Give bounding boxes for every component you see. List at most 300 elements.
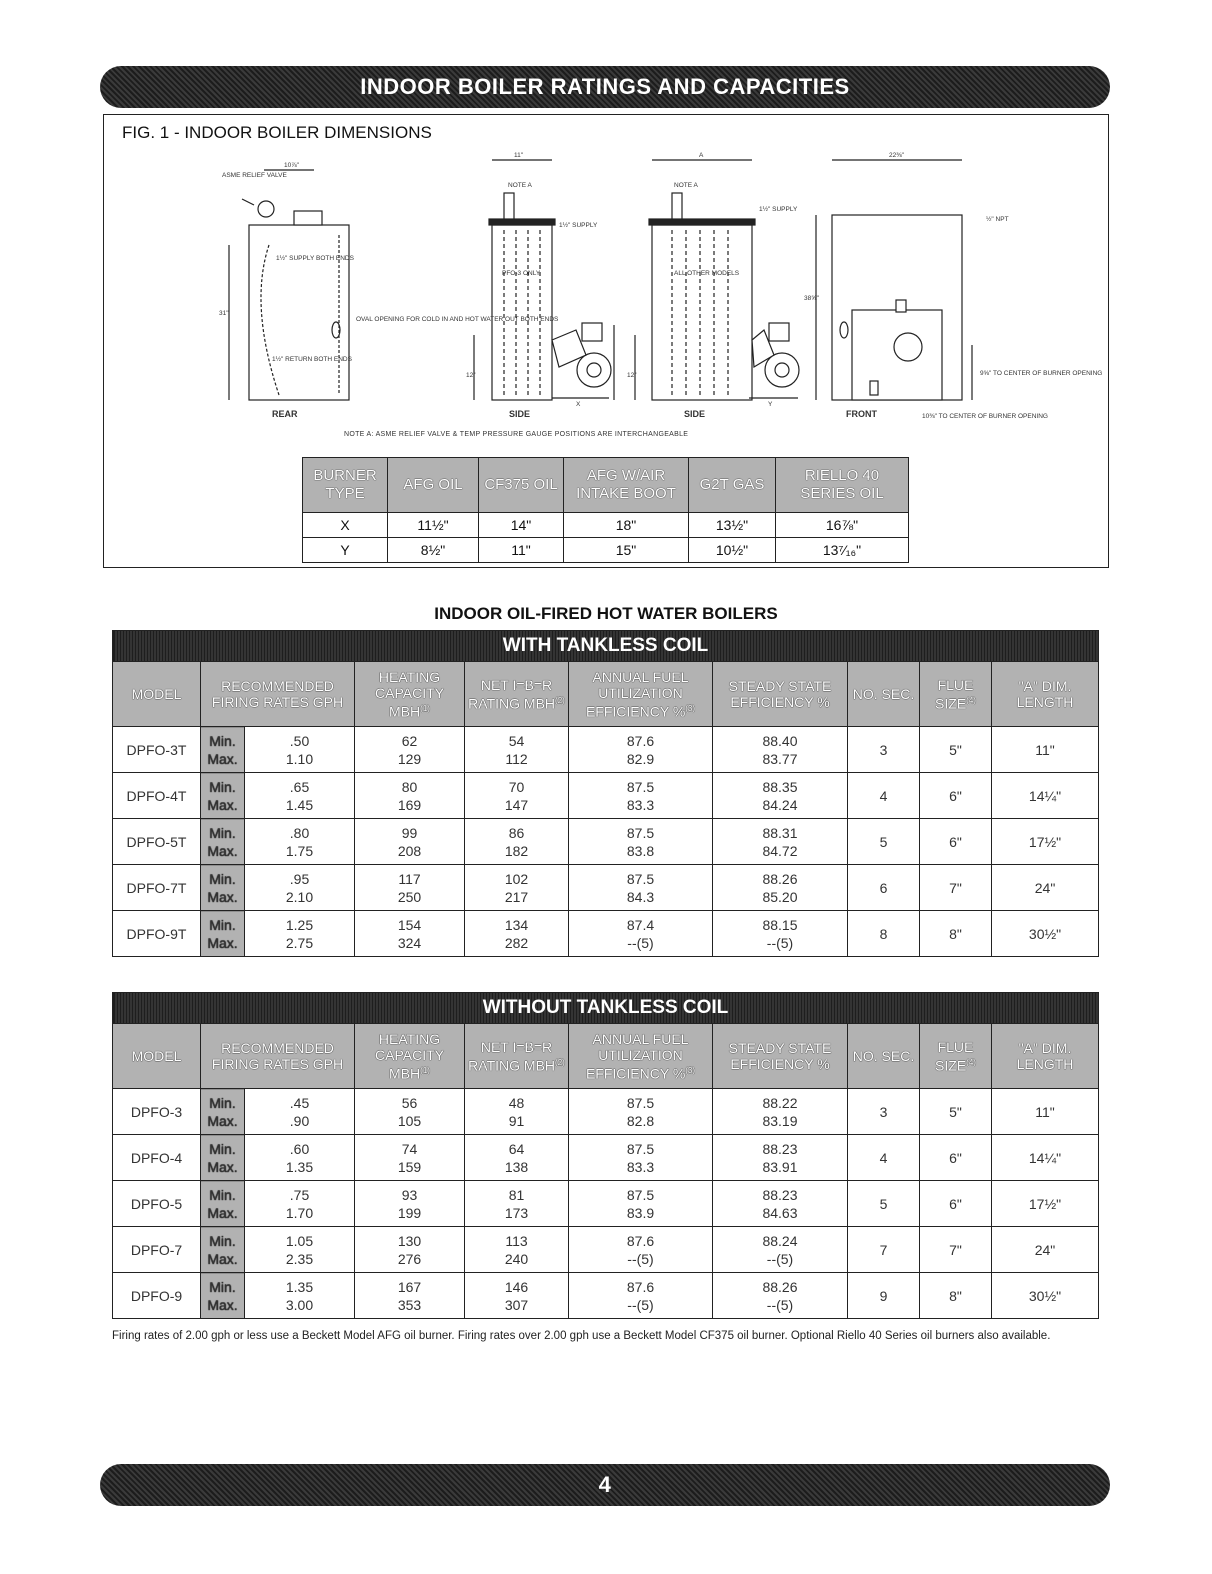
firing-rate-max: 1.70 <box>285 1204 314 1221</box>
firing-rate <box>245 727 355 773</box>
net-rating-min: 64 <box>508 1140 525 1157</box>
model-cell: DPFO-9 <box>113 1273 201 1319</box>
y-label: Y <box>768 401 773 408</box>
model-cell: DPFO-7T <box>113 865 201 911</box>
steady-state-min: 88.40 <box>762 732 798 749</box>
figure-note: NOTE A: ASME RELIEF VALVE & TEMP PRESSURE GAUGE POSITIONS ARE INTERCHANGEABLE <box>344 431 689 438</box>
net-rating-max: 217 <box>504 888 529 905</box>
min-label: Min. <box>209 1278 236 1295</box>
afue-min: 87.5 <box>626 1140 655 1157</box>
dim-a-label: A <box>699 152 704 159</box>
col-header-adim: "A" DIM. LENGTH <box>992 662 1099 727</box>
rear-label: REAR <box>272 409 298 419</box>
afue-min: 87.5 <box>626 870 655 887</box>
afue-min: 87.6 <box>626 1278 655 1295</box>
net-rating-min: 113 <box>505 1232 528 1249</box>
max-label: Max. <box>207 1112 238 1129</box>
steady-state-max: --(5) <box>766 1296 794 1313</box>
steady-state-max: 83.91 <box>762 1158 798 1175</box>
table-caption: WITHOUT TANKLESS COIL <box>113 993 1099 1024</box>
net-rating <box>465 865 569 911</box>
table-caption: WITH TANKLESS COIL <box>113 631 1099 662</box>
burner-cell: Y <box>303 538 388 563</box>
burner-cell: 13½" <box>689 513 776 538</box>
firing-rate-min: .80 <box>289 824 310 841</box>
net-rating-min: 48 <box>508 1094 525 1111</box>
width-22-label: 22⅜" <box>889 152 904 159</box>
asme-label: ASME RELIEF VALVE <box>222 172 287 179</box>
heating-capacity-min: 154 <box>397 916 422 933</box>
model-cell: DPFO-3 <box>113 1089 201 1135</box>
width-top-label: 10⅞" <box>284 162 299 169</box>
net-rating-max: 173 <box>504 1204 529 1221</box>
steady-state-min: 88.23 <box>762 1140 798 1157</box>
sections-cell: 4 <box>848 773 920 819</box>
max-label: Max. <box>207 1250 238 1267</box>
afue-max: 82.9 <box>626 750 655 767</box>
firing-rate <box>245 865 355 911</box>
footnote-marker: (3) <box>685 1065 696 1075</box>
min-max-cell <box>201 1135 245 1181</box>
firing-rate-max: 2.75 <box>285 934 314 951</box>
heading-text: NET I=B=R RATING MBH <box>468 1038 556 1074</box>
heading-text: HEATING CAPACITY MBH <box>375 1030 444 1082</box>
oval-label: OVAL OPENING FOR COLD IN AND HOT WATER OUT BOTH ENDS <box>356 316 559 323</box>
col-header-net <box>465 662 569 727</box>
steady-state-min: 88.15 <box>762 916 798 933</box>
model-cell: DPFO-3T <box>113 727 201 773</box>
heating-capacity-min: 99 <box>401 824 418 841</box>
steady-state-min: 88.35 <box>762 778 798 795</box>
model-cell: DPFO-4 <box>113 1135 201 1181</box>
table-row <box>113 1273 1099 1319</box>
steady-state <box>713 1181 848 1227</box>
net-rating <box>465 1089 569 1135</box>
firing-rate <box>245 819 355 865</box>
burner-cell: X <box>303 513 388 538</box>
heating-capacity-max: 129 <box>397 750 422 767</box>
height-12a-label: 12" <box>466 372 476 379</box>
burner-width-label: 10⅜" TO CENTER OF BURNER OPENING <box>922 413 1048 420</box>
burner-cell: 10½" <box>689 538 776 563</box>
sections-cell: 5 <box>848 819 920 865</box>
max-label: Max. <box>207 934 238 951</box>
col-header-sec: NO. SEC. <box>848 1024 920 1089</box>
flue-cell: 6" <box>920 1181 992 1227</box>
afue-min: 87.5 <box>626 824 655 841</box>
heating-capacity-min: 74 <box>401 1140 418 1157</box>
min-label: Min. <box>209 1140 236 1157</box>
col-header-steady: STEADY STATE EFFICIENCY % <box>713 662 848 727</box>
firing-rate-min: .65 <box>289 778 310 795</box>
firing-rate-min: 1.35 <box>285 1278 314 1295</box>
flue-cell: 6" <box>920 773 992 819</box>
net-rating <box>465 819 569 865</box>
afue <box>569 911 713 957</box>
col-header-flue <box>920 1024 992 1089</box>
min-max-cell <box>201 773 245 819</box>
flue-cell: 5" <box>920 727 992 773</box>
net-rating-max: 147 <box>504 796 529 813</box>
return-both-label: 1½" RETURN BOTH ENDS <box>272 356 352 363</box>
heading-text: FLUE SIZE <box>935 1038 974 1074</box>
firing-rate-max: 2.35 <box>285 1250 314 1267</box>
sections-cell: 4 <box>848 1135 920 1181</box>
table-without-tankless <box>112 992 1099 1319</box>
net-rating-max: 112 <box>505 750 528 767</box>
firing-rate-max: 1.10 <box>285 750 314 767</box>
afue-max: 82.8 <box>626 1112 655 1129</box>
heating-capacity-max: 324 <box>397 934 422 951</box>
heating-capacity <box>355 819 465 865</box>
min-label: Min. <box>209 916 236 933</box>
afue-min: 87.4 <box>626 916 655 933</box>
heating-capacity-min: 80 <box>401 778 418 795</box>
burner-header: BURNER TYPE <box>303 458 388 513</box>
steady-state-max: --(5) <box>766 934 794 951</box>
a-dim-cell: 24" <box>992 1227 1099 1273</box>
height-38-label: 38⅝" <box>804 295 819 302</box>
net-rating-min: 134 <box>504 916 529 933</box>
sections-cell: 3 <box>848 727 920 773</box>
min-max-cell <box>201 1181 245 1227</box>
firing-rate-min: .60 <box>289 1140 310 1157</box>
afue <box>569 819 713 865</box>
afue-min: 87.5 <box>626 1094 655 1111</box>
heating-capacity <box>355 1181 465 1227</box>
footnote-marker: (1) <box>420 703 430 713</box>
table-row <box>113 911 1099 957</box>
heating-capacity-min: 117 <box>398 870 421 887</box>
firing-rate-min: 1.05 <box>285 1232 314 1249</box>
heating-capacity-max: 208 <box>397 842 422 859</box>
firing-rate-min: 1.25 <box>285 916 314 933</box>
table-row <box>113 819 1099 865</box>
min-max-cell <box>201 911 245 957</box>
heating-capacity <box>355 773 465 819</box>
heating-capacity-max: 353 <box>397 1296 422 1313</box>
heading-text: NET I=B=R RATING MBH <box>468 676 556 712</box>
burner-header: AFG W/AIR INTAKE BOOT <box>564 458 689 513</box>
firing-rate-max: 1.45 <box>285 796 314 813</box>
burner-header: G2T GAS <box>689 458 776 513</box>
pfo-label: PFO-3 ONLY <box>502 270 541 277</box>
heating-capacity <box>355 1135 465 1181</box>
burner-cell: 13⁷⁄₁₆" <box>776 538 909 563</box>
heating-capacity-min: 56 <box>401 1094 418 1111</box>
min-max-cell <box>201 1089 245 1135</box>
burner-dimension-table <box>302 457 909 563</box>
a-dim-cell: 11" <box>992 727 1099 773</box>
min-max-cell <box>201 865 245 911</box>
heating-capacity-min: 167 <box>397 1278 422 1295</box>
heating-capacity-max: 199 <box>397 1204 422 1221</box>
footer-banner <box>100 1464 1110 1506</box>
min-label: Min. <box>209 1186 236 1203</box>
net-rating-min: 146 <box>504 1278 529 1295</box>
firing-rate-max: 2.10 <box>285 888 314 905</box>
afue-max: 84.3 <box>626 888 655 905</box>
firing-rate-min: .75 <box>289 1186 310 1203</box>
steady-state-min: 88.23 <box>762 1186 798 1203</box>
net-rating-max: 282 <box>504 934 529 951</box>
afue-min: 87.5 <box>626 1186 655 1203</box>
net-rating <box>465 1273 569 1319</box>
steady-state-min: 88.31 <box>762 824 798 841</box>
table-row <box>113 1227 1099 1273</box>
height-31-label: 31" <box>219 310 229 317</box>
max-label: Max. <box>207 1296 238 1313</box>
firing-rate-min: .50 <box>289 732 310 749</box>
afue <box>569 773 713 819</box>
steady-state <box>713 1273 848 1319</box>
a-dim-cell: 11" <box>992 1089 1099 1135</box>
table-row <box>113 773 1099 819</box>
net-rating <box>465 1181 569 1227</box>
afue-max: 83.9 <box>626 1204 655 1221</box>
min-label: Min. <box>209 1094 236 1111</box>
model-cell: DPFO-4T <box>113 773 201 819</box>
flue-cell: 7" <box>920 865 992 911</box>
max-label: Max. <box>207 796 238 813</box>
afue <box>569 1135 713 1181</box>
steady-state-max: 83.19 <box>762 1112 798 1129</box>
burner-height-label: 9⅝" TO CENTER OF BURNER OPENING <box>980 370 1103 377</box>
a-dim-cell: 14¼" <box>992 773 1099 819</box>
heating-capacity-min: 130 <box>397 1232 422 1249</box>
model-cell: DPFO-7 <box>113 1227 201 1273</box>
flue-cell: 8" <box>920 911 992 957</box>
net-rating-max: 240 <box>504 1250 529 1267</box>
net-rating <box>465 727 569 773</box>
net-rating <box>465 911 569 957</box>
col-header-afue <box>569 662 713 727</box>
page-number: 4 <box>598 1472 612 1497</box>
firing-rate-min: .45 <box>289 1094 310 1111</box>
footnote-marker: (2) <box>555 695 565 705</box>
boiler-dimension-drawing <box>104 115 1104 445</box>
section-title: INDOOR OIL-FIRED HOT WATER BOILERS <box>434 604 778 623</box>
firing-rate <box>245 911 355 957</box>
heating-capacity <box>355 1089 465 1135</box>
net-rating-max: 182 <box>504 842 529 859</box>
col-header-heating <box>355 1024 465 1089</box>
max-label: Max. <box>207 750 238 767</box>
flue-cell: 6" <box>920 819 992 865</box>
net-rating-min: 81 <box>508 1186 525 1203</box>
footnote-marker: (1) <box>420 1065 430 1075</box>
col-header-steady: STEADY STATE EFFICIENCY % <box>713 1024 848 1089</box>
height-12b-label: 12" <box>627 372 637 379</box>
min-label: Min. <box>209 824 236 841</box>
table-row <box>113 865 1099 911</box>
heating-capacity-max: 250 <box>397 888 422 905</box>
flue-cell: 6" <box>920 1135 992 1181</box>
npt-label: ½" NPT <box>986 216 1009 223</box>
net-rating-min: 70 <box>508 778 525 795</box>
net-rating <box>465 1227 569 1273</box>
steady-state <box>713 727 848 773</box>
afue-min: 87.6 <box>626 1232 655 1249</box>
col-header-firing: RECOMMENDED FIRING RATES GPH <box>201 662 355 727</box>
header-banner <box>100 66 1110 108</box>
steady-state <box>713 911 848 957</box>
supply-side-label: 1½" SUPPLY <box>559 222 598 229</box>
steady-state <box>713 819 848 865</box>
heating-capacity <box>355 1273 465 1319</box>
firing-rate <box>245 1273 355 1319</box>
burner-cell: 16⅞" <box>776 513 909 538</box>
footnote-marker: (2) <box>555 1057 565 1067</box>
steady-state-min: 88.26 <box>762 1278 798 1295</box>
flue-cell: 7" <box>920 1227 992 1273</box>
width-11-label: 11" <box>514 152 524 159</box>
steady-state-max: --(5) <box>766 1250 794 1267</box>
firing-rate <box>245 1227 355 1273</box>
table-row <box>113 1089 1099 1135</box>
max-label: Max. <box>207 842 238 859</box>
model-cell: DPFO-5T <box>113 819 201 865</box>
supply-both-label: 1½" SUPPLY BOTH ENDS <box>276 255 354 262</box>
steady-state <box>713 773 848 819</box>
footnote: Firing rates of 2.00 gph or less use a Beckett Model AFG oil burner. Firing rates over 2.00 gph use a Beckett Model CF375 oil burner. Optional Riello 40 Series oil burners also available. <box>112 1330 1051 1342</box>
steady-state <box>713 1135 848 1181</box>
heading-text: ANNUAL FUEL UTILIZATION EFFICIENCY % <box>585 1030 689 1082</box>
min-label: Min. <box>209 778 236 795</box>
min-max-cell <box>201 727 245 773</box>
sections-cell: 7 <box>848 1227 920 1273</box>
min-label: Min. <box>209 1232 236 1249</box>
table-row <box>113 1181 1099 1227</box>
heating-capacity-max: 105 <box>397 1112 422 1129</box>
page-heading: INDOOR BOILER RATINGS AND CAPACITIES <box>360 74 850 99</box>
heating-capacity <box>355 865 465 911</box>
flue-cell: 5" <box>920 1089 992 1135</box>
heating-capacity-min: 62 <box>401 732 418 749</box>
figure-title: FIG. 1 - INDOOR BOILER DIMENSIONS <box>122 123 432 142</box>
model-cell: DPFO-5 <box>113 1181 201 1227</box>
afue <box>569 1089 713 1135</box>
heating-capacity-max: 159 <box>397 1158 422 1175</box>
min-max-cell <box>201 819 245 865</box>
a-dim-cell: 17½" <box>992 1181 1099 1227</box>
side-label-2: SIDE <box>684 409 706 419</box>
x-label: X <box>576 401 581 408</box>
afue-max: 83.3 <box>626 1158 655 1175</box>
col-header-model: MODEL <box>113 1024 201 1089</box>
steady-state-max: 85.20 <box>762 888 798 905</box>
note-a-label-1: NOTE A <box>508 182 532 189</box>
afue-min: 87.6 <box>626 732 655 749</box>
heating-capacity-max: 169 <box>397 796 422 813</box>
net-rating-max: 307 <box>504 1296 529 1313</box>
col-header-heating <box>355 662 465 727</box>
a-dim-cell: 17½" <box>992 819 1099 865</box>
footnote-marker: (3) <box>685 703 696 713</box>
table-row <box>113 727 1099 773</box>
heating-capacity-min: 93 <box>401 1186 418 1203</box>
firing-rate <box>245 1089 355 1135</box>
firing-rate-max: .90 <box>289 1112 310 1129</box>
front-label: FRONT <box>846 409 877 419</box>
heating-capacity <box>355 911 465 957</box>
afue <box>569 1273 713 1319</box>
sections-cell: 6 <box>848 865 920 911</box>
steady-state <box>713 1089 848 1135</box>
heating-capacity-max: 276 <box>397 1250 422 1267</box>
steady-state-min: 88.22 <box>762 1094 798 1111</box>
rows-with <box>113 727 1099 957</box>
net-rating-min: 54 <box>508 732 525 749</box>
rows-without <box>113 1089 1099 1319</box>
table-with-tankless <box>112 630 1099 957</box>
sections-cell: 3 <box>848 1089 920 1135</box>
sections-cell: 8 <box>848 911 920 957</box>
a-dim-cell: 24" <box>992 865 1099 911</box>
a-dim-cell: 30½" <box>992 911 1099 957</box>
steady-state <box>713 1227 848 1273</box>
footnote-marker: (4) <box>966 1057 976 1067</box>
col-header-model: MODEL <box>113 662 201 727</box>
afue <box>569 1227 713 1273</box>
firing-rate <box>245 773 355 819</box>
all-other-label: ALL OTHER MODELS <box>674 270 740 277</box>
table-row <box>113 1135 1099 1181</box>
col-header-firing: RECOMMENDED FIRING RATES GPH <box>201 1024 355 1089</box>
afue-max: --(5) <box>627 1296 654 1313</box>
max-label: Max. <box>207 1158 238 1175</box>
firing-rate-max: 1.35 <box>285 1158 314 1175</box>
rear-view-body <box>249 225 349 400</box>
afue <box>569 865 713 911</box>
model-cell: DPFO-9T <box>113 911 201 957</box>
afue-max: 83.8 <box>626 842 655 859</box>
steady-state-min: 88.26 <box>762 870 798 887</box>
heading-text: HEATING CAPACITY MBH <box>375 668 444 720</box>
figure-panel <box>103 114 1109 568</box>
firing-rate <box>245 1135 355 1181</box>
side-view-1-body <box>492 225 552 400</box>
net-rating-min: 86 <box>508 824 525 841</box>
net-rating <box>465 773 569 819</box>
steady-state-max: 83.77 <box>762 750 798 767</box>
min-label: Min. <box>209 870 236 887</box>
side-label-1: SIDE <box>509 409 531 419</box>
side-view-2-body <box>652 225 752 400</box>
burner-cell: 18" <box>564 513 689 538</box>
note-a-label-2: NOTE A <box>674 182 698 189</box>
footnote-marker: (4) <box>966 695 976 705</box>
steady-state-max: 84.72 <box>762 842 798 859</box>
steady-state <box>713 865 848 911</box>
min-max-cell <box>201 1273 245 1319</box>
col-header-net <box>465 1024 569 1089</box>
col-header-adim: "A" DIM. LENGTH <box>992 1024 1099 1089</box>
afue-min: 87.5 <box>626 778 655 795</box>
steady-state-max: 84.63 <box>762 1204 798 1221</box>
col-header-flue <box>920 662 992 727</box>
net-rating-min: 102 <box>504 870 529 887</box>
steady-state-min: 88.24 <box>762 1232 798 1249</box>
col-header-afue <box>569 1024 713 1089</box>
firing-rate-max: 3.00 <box>285 1296 314 1313</box>
col-header-sec: NO. SEC. <box>848 662 920 727</box>
net-rating-max: 91 <box>508 1112 525 1129</box>
afue-max: --(5) <box>627 934 654 951</box>
heading-text: FLUE SIZE <box>935 676 974 712</box>
afue <box>569 1181 713 1227</box>
burner-cell: 11½" <box>388 513 479 538</box>
